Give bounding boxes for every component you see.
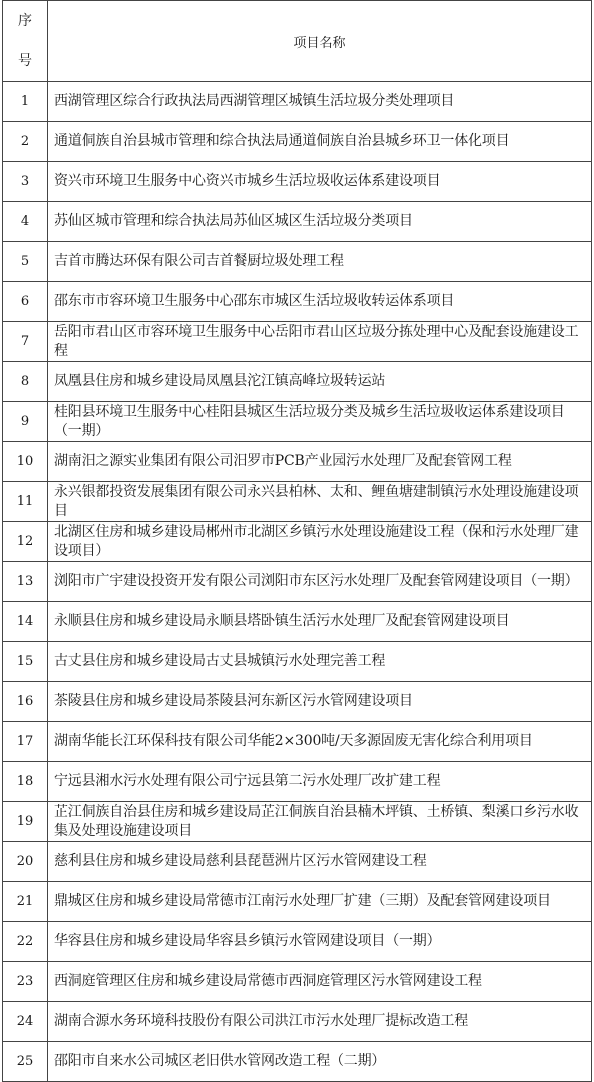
table-row (3, 562, 592, 602)
row-project-name: 茶陵县住房和城乡建设局茶陵县河东新区污水管网建设项目 (48, 682, 592, 722)
row-serial-number: 4 (3, 202, 48, 242)
table-row (3, 282, 592, 322)
row-project-name: 桂阳县环境卫生服务中心桂阳县城区生活垃圾分类及城乡生活垃圾收运体系建设项目（一期） (48, 402, 592, 442)
table-row (3, 642, 592, 682)
row-serial-number: 1 (3, 82, 48, 122)
row-serial-number: 3 (3, 162, 48, 202)
row-serial-number: 22 (3, 922, 48, 962)
row-serial-number: 21 (3, 882, 48, 922)
row-serial-number: 16 (3, 682, 48, 722)
row-project-name: 宁远县湘水污水处理有限公司宁远县第二污水处理厂改扩建工程 (48, 762, 592, 802)
row-serial-number: 14 (3, 602, 48, 642)
row-serial-number: 25 (3, 1042, 48, 1082)
row-serial-number: 19 (3, 802, 48, 842)
table-row (3, 242, 592, 282)
table-row (3, 882, 592, 922)
row-project-name: 湖南合源水务环境科技股份有限公司洪江市污水处理厂提标改造工程 (48, 1002, 592, 1042)
header-serial-number (3, 1, 48, 82)
row-project-name: 通道侗族自治县城市管理和综合执法局通道侗族自治县城乡环卫一体化项目 (48, 122, 592, 162)
table-row (3, 362, 592, 402)
row-serial-number: 23 (3, 962, 48, 1002)
row-serial-number: 6 (3, 282, 48, 322)
row-project-name: 吉首市腾达环保有限公司吉首餐厨垃圾处理工程 (48, 242, 592, 282)
table-row (3, 762, 592, 802)
row-project-name: 邵东市市容环境卫生服务中心邵东市城区生活垃圾收转运体系项目 (48, 282, 592, 322)
row-serial-number: 15 (3, 642, 48, 682)
table-row (3, 122, 592, 162)
row-project-name: 华容县住房和城乡建设局华容县乡镇污水管网建设项目（一期） (48, 922, 592, 962)
table-row (3, 602, 592, 642)
row-project-name: 邵阳市自来水公司城区老旧供水管网改造工程（二期） (48, 1042, 592, 1082)
row-project-name: 西洞庭管理区住房和城乡建设局常德市西洞庭管理区污水管网建设工程 (48, 962, 592, 1002)
row-project-name: 鼎城区住房和城乡建设局常德市江南污水处理厂扩建（三期）及配套管网建设项目 (48, 882, 592, 922)
row-project-name: 慈利县住房和城乡建设局慈利县琵琶洲片区污水管网建设工程 (48, 842, 592, 882)
row-project-name: 湖南汨之源实业集团有限公司汨罗市PCB产业园污水处理厂及配套管网工程 (48, 442, 592, 482)
table-body (3, 82, 592, 1082)
row-serial-number: 11 (3, 482, 48, 522)
table-row (3, 442, 592, 482)
row-project-name: 岳阳市君山区市容环境卫生服务中心岳阳市君山区垃圾分拣处理中心及配套设施建设工程 (48, 322, 592, 362)
table-header-row (3, 1, 592, 82)
table-row (3, 202, 592, 242)
row-serial-number: 17 (3, 722, 48, 762)
table-row (3, 922, 592, 962)
header-serial-line2: 号 (18, 53, 32, 69)
row-serial-number: 12 (3, 522, 48, 562)
row-project-name: 苏仙区城市管理和综合执法局苏仙区城区生活垃圾分类项目 (48, 202, 592, 242)
table-row (3, 802, 592, 842)
row-serial-number: 5 (3, 242, 48, 282)
row-project-name: 资兴市环境卫生服务中心资兴市城乡生活垃圾收运体系建设项目 (48, 162, 592, 202)
row-serial-number: 8 (3, 362, 48, 402)
row-project-name: 永顺县住房和城乡建设局永顺县塔卧镇生活污水处理厂及配套管网建设项目 (48, 602, 592, 642)
table-row (3, 522, 592, 562)
table-row (3, 1002, 592, 1042)
row-project-name: 北湖区住房和城乡建设局郴州市北湖区乡镇污水处理设施建设工程（保和污水处理厂建设项目） (48, 522, 592, 562)
table-row (3, 162, 592, 202)
table-row (3, 402, 592, 442)
table-row (3, 482, 592, 522)
row-project-name: 凤凰县住房和城乡建设局凤凰县沱江镇高峰垃圾转运站 (48, 362, 592, 402)
table-row (3, 322, 592, 362)
row-project-name: 湖南华能长江环保科技有限公司华能2×300吨/天多源固废无害化综合利用项目 (48, 722, 592, 762)
header-serial-line1: 序 (18, 13, 32, 29)
row-serial-number: 13 (3, 562, 48, 602)
row-serial-number: 9 (3, 402, 48, 442)
row-project-name: 永兴银都投资发展集团有限公司永兴县柏林、太和、鲤鱼塘建制镇污水处理设施建设项目 (48, 482, 592, 522)
table-row (3, 682, 592, 722)
header-project-name: 项目名称 (48, 1, 592, 82)
row-serial-number: 24 (3, 1002, 48, 1042)
row-serial-number: 7 (3, 322, 48, 362)
row-project-name: 古丈县住房和城乡建设局古丈县城镇污水处理完善工程 (48, 642, 592, 682)
row-project-name: 西湖管理区综合行政执法局西湖管理区城镇生活垃圾分类处理项目 (48, 82, 592, 122)
table-row (3, 962, 592, 1002)
table-row (3, 1042, 592, 1082)
table-row (3, 842, 592, 882)
row-project-name: 浏阳市广宇建设投资开发有限公司浏阳市东区污水处理厂及配套管网建设项目（一期） (48, 562, 592, 602)
project-table (2, 0, 592, 1082)
table-row (3, 722, 592, 762)
row-serial-number: 2 (3, 122, 48, 162)
table-row (3, 82, 592, 122)
row-serial-number: 18 (3, 762, 48, 802)
row-project-name: 芷江侗族自治县住房和城乡建设局芷江侗族自治县楠木坪镇、土桥镇、梨溪口乡污水收集及处理设施建设项目 (48, 802, 592, 842)
row-serial-number: 10 (3, 442, 48, 482)
row-serial-number: 20 (3, 842, 48, 882)
